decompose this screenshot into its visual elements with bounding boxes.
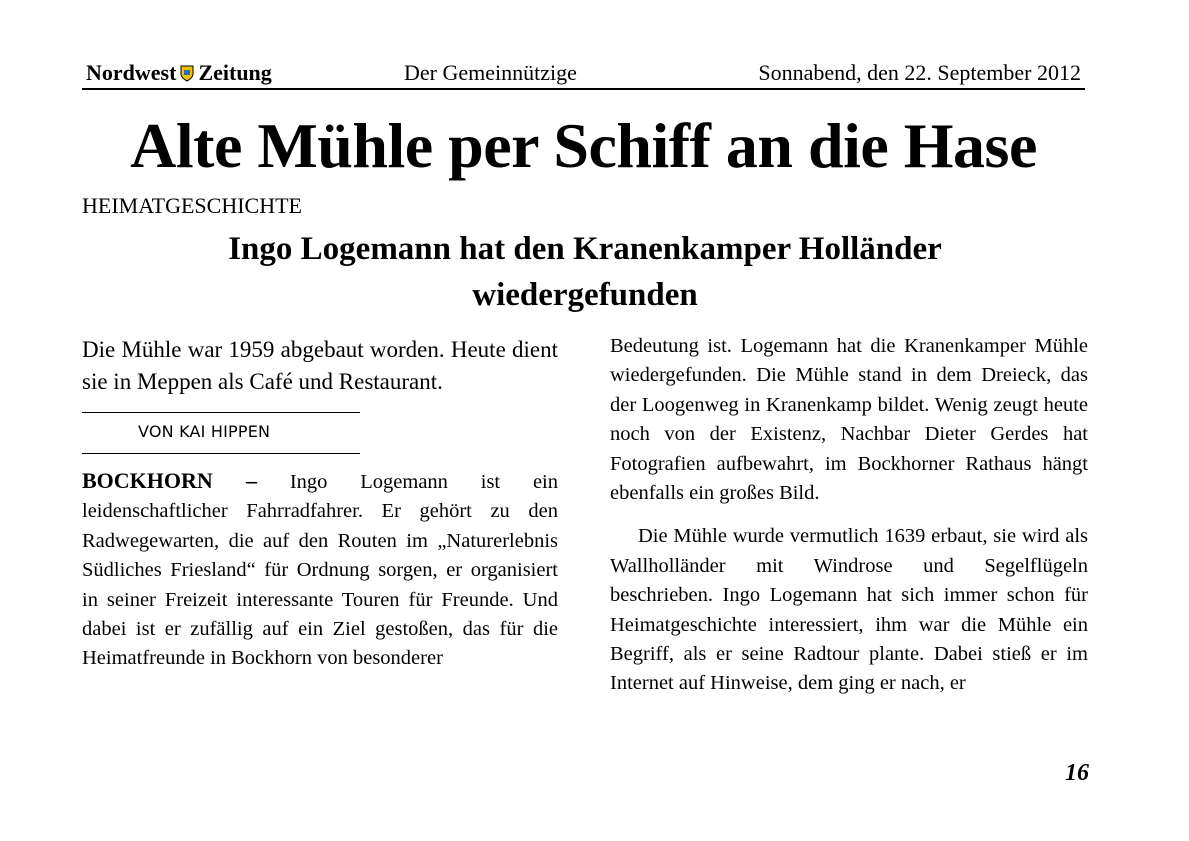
byline-block <box>82 412 360 454</box>
section-name: Der Gemeinnützige <box>404 60 577 85</box>
kicker: HEIMATGESCHICHTE <box>82 193 302 218</box>
masthead <box>82 58 1085 90</box>
article-column-left <box>82 334 558 674</box>
body-paragraph-1-continued: Bedeutung ist. Logemann hat die Kranenkamper Mühle wiedergefunden. Die Mühle stand in dem Dreieck, das der Loogenweg in Kranenkamp bildet. Wenig zeugt heute noch von der Existenz, Nachbar Dieter Gerdes hat Fotografien aufbewahrt, im Bockhorner Rathaus hängt ebenfalls ein großes Bild. <box>610 335 1088 505</box>
teaser: Die Mühle war 1959 abgebaut worden. Heute dient sie in Meppen als Café und Restaurant. <box>82 337 558 394</box>
body-left-text: Ingo Logemann ist ein leidenschaftlicher Fahrradfahrer. Er gehört zu den Radwegewarten, die auf den Routen im „Naturerlebnis Südliches Friesland“ für Ordnung sorgen, er organisiert in seiner Freizeit interessante Touren für Freunde. Und dabei ist er zufällig auf ein Ziel gestoßen, das für die Heimatfreunde in Bockhorn von besonderer <box>82 471 559 670</box>
article-column-right <box>610 332 1088 699</box>
paper-name-part2: Zeitung <box>198 60 272 85</box>
headline: Alte Mühle per Schiff an die Hase <box>130 110 1037 181</box>
body-paragraph-2: Die Mühle wurde vermutlich 1639 erbaut, sie wird als Wallholländer mit Windrose und Segelflügeln beschrieben. Ingo Logemann hat sich immer schon für Heimatgeschichte interessiert, ihm war die Mühle ein Begriff, als er seine Radtour plante. Dabei stieß er im Internet auf Hinweise, dem ging er nach, er <box>610 525 1088 695</box>
paper-name-part1: Nordwest <box>86 60 177 85</box>
subheadline: Ingo Logemann hat den Kranenkamper Holländer wiedergefunden <box>228 231 942 313</box>
issue-date: Sonnabend, den 22. September 2012 <box>758 60 1081 85</box>
dateline: BOCKHORN – <box>82 468 257 493</box>
paper-name <box>86 60 272 86</box>
page-number: 16 <box>1065 760 1089 786</box>
body-paragraph-1 <box>82 466 558 674</box>
byline: VON KAI HIPPEN <box>138 422 271 441</box>
crest-icon <box>180 65 194 82</box>
